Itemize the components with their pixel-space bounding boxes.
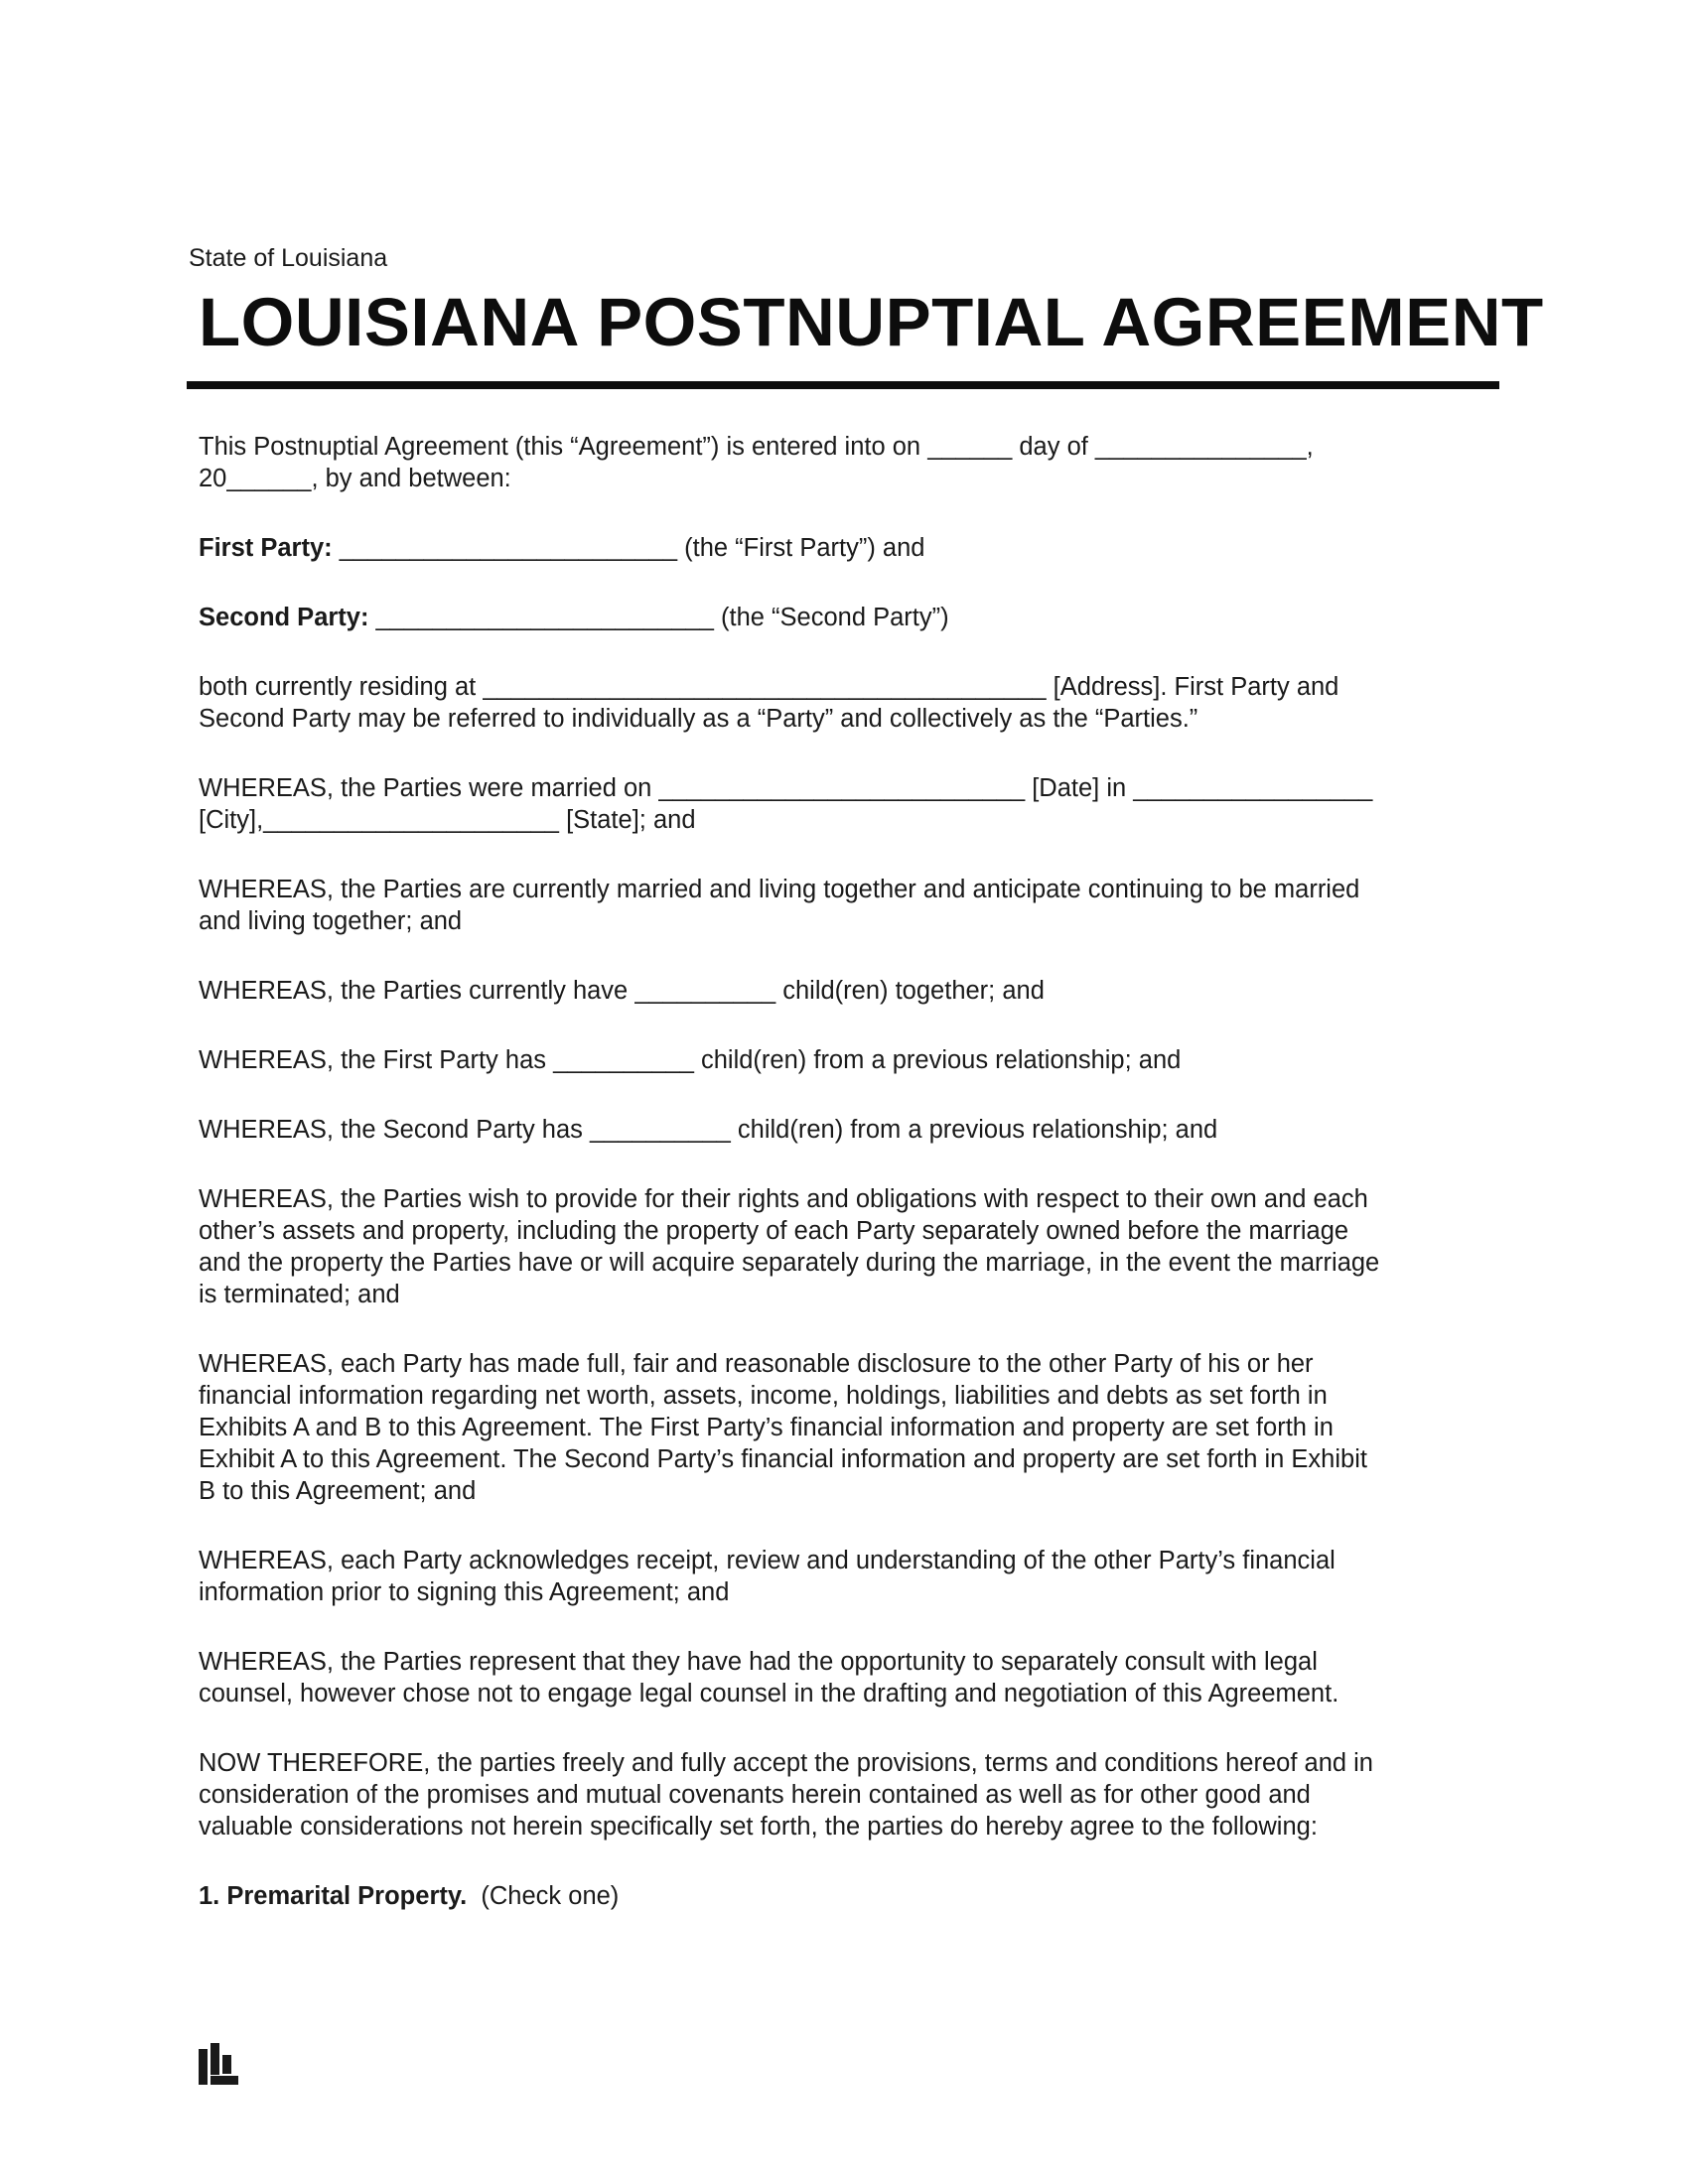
title-rule: [187, 381, 1499, 389]
second-party-line: Second Party: ________________________ (the “Second Party”): [199, 604, 949, 631]
whereas-children-together: WHEREAS, the Parties currently have __________ child(ren) together; and: [199, 977, 1045, 1005]
first-party-line: First Party: ________________________ (the “First Party”) and: [199, 534, 925, 562]
whereas-rights-obligations: WHEREAS, the Parties wish to provide for their rights and obligations with respect to their own and each other’s assets and property, including the property of each Party separately owned before the marriage and the property the Parties have or will acquire separately during the marriage, in the event the marriage is terminated; and: [199, 1185, 1380, 1308]
intro-paragraph: This Postnuptial Agreement (this “Agreement”) is entered into on ______ day of _______________, 20______, by and between:: [199, 433, 1314, 492]
whereas-legal-counsel: WHEREAS, the Parties represent that they have had the opportunity to separately consult with legal counsel, however chose not to engage legal counsel in the drafting and negotiation of this Agreement.: [199, 1648, 1339, 1707]
document-logo-icon: [199, 2043, 238, 2085]
now-therefore-paragraph: NOW THEREFORE, the parties freely and fully accept the provisions, terms and conditions hereof and in consideration of the promises and mutual covenants herein contained as well as for other good and valuable considerations not herein specifically set forth, the parties do hereby agree to the following:: [199, 1749, 1373, 1841]
document-body: [199, 431, 1489, 1950]
section-1-heading: 1. Premarital Property. (Check one): [199, 1882, 620, 1910]
whereas-disclosure: WHEREAS, each Party has made full, fair and reasonable disclosure to the other Party of his or her financial information regarding net worth, assets, income, holdings, liabilities and debts as set forth in Exhibits A and B to this Agreement. The First Party’s financial information and property are set forth in Exhibit A to this Agreement. The Second Party’s financial information and property are set forth in Exhibit B to this Agreement; and: [199, 1350, 1367, 1505]
whereas-married: WHEREAS, the Parties were married on __________________________ [Date] in _________________ [City],_____________________ [State]; and: [199, 774, 1373, 834]
document-title: LOUISIANA POSTNUPTIAL AGREEMENT: [199, 284, 1544, 360]
whereas-living-together: WHEREAS, the Parties are currently married and living together and anticipate continuing to be married and living together; and: [199, 876, 1360, 935]
residing-paragraph: both currently residing at ________________________________________ [Address]. First Party and Second Party may be referred to individually as a “Party” and collectively as the “Parties.”: [199, 673, 1339, 733]
whereas-acknowledges: WHEREAS, each Party acknowledges receipt, review and understanding of the other Party’s financial information prior to signing this Agreement; and: [199, 1547, 1336, 1606]
whereas-first-party-children: WHEREAS, the First Party has __________ child(ren) from a previous relationship; and: [199, 1046, 1182, 1074]
state-label: State of Louisiana: [189, 244, 388, 272]
whereas-second-party-children: WHEREAS, the Second Party has __________ child(ren) from a previous relationship; and: [199, 1116, 1218, 1144]
